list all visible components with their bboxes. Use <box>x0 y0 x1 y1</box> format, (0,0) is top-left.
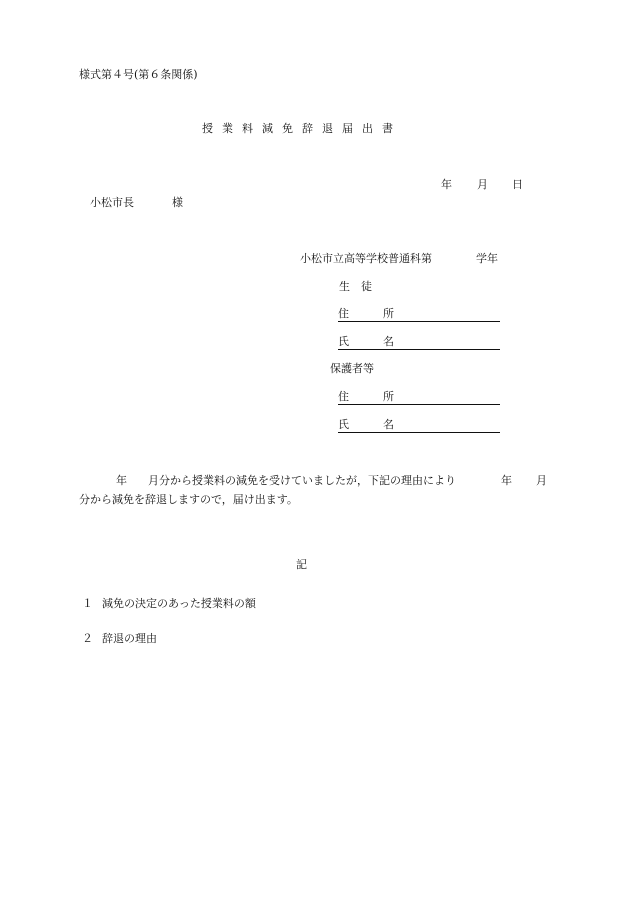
guardian-address-label: 住 <box>338 390 349 403</box>
guardian-heading: 保護者等 <box>330 362 374 375</box>
date-year-label: 年 <box>441 178 452 191</box>
student-address-label: 住 <box>338 307 349 320</box>
guardian-name-label-2: 名 <box>383 418 394 431</box>
form-number: 様式第４号(第６条関係) <box>79 68 198 81</box>
body-month-label-2: 月 <box>536 474 547 487</box>
student-address-label-2: 所 <box>383 307 394 320</box>
guardian-address-line <box>338 390 500 405</box>
student-name-line <box>338 335 500 350</box>
item-2-number: ２ <box>82 632 93 645</box>
student-heading: 生 徒 <box>339 280 372 293</box>
item-2-text: 辞退の理由 <box>102 632 157 645</box>
addressee-name: 小松市長 <box>90 196 134 209</box>
school-grade-label: 学年 <box>476 252 498 265</box>
body-line2-text: 分から減免を辞退しますので，届け出ます。 <box>79 493 298 506</box>
student-address-line <box>338 307 500 322</box>
addressee-honorific: 様 <box>172 196 183 209</box>
body-line1-text: 月分から授業料の減免を受けていましたが，下記の理由により <box>148 474 456 487</box>
date-month-label: 月 <box>477 178 488 191</box>
body-year-label: 年 <box>116 474 127 487</box>
guardian-name-label: 氏 <box>338 418 349 431</box>
school-name: 小松市立高等学校普通科第 <box>300 252 432 265</box>
ki-heading: 記 <box>296 558 307 571</box>
body-year-label-2: 年 <box>501 474 512 487</box>
item-1-number: １ <box>82 597 93 610</box>
guardian-address-label-2: 所 <box>383 390 394 403</box>
guardian-name-line <box>338 418 500 433</box>
student-name-label: 氏 <box>338 335 349 348</box>
item-1-text: 減免の決定のあった授業料の額 <box>102 597 256 610</box>
student-name-label-2: 名 <box>383 335 394 348</box>
document-title: 授業料減免辞退届出書 <box>202 122 402 135</box>
date-day-label: 日 <box>512 178 523 191</box>
